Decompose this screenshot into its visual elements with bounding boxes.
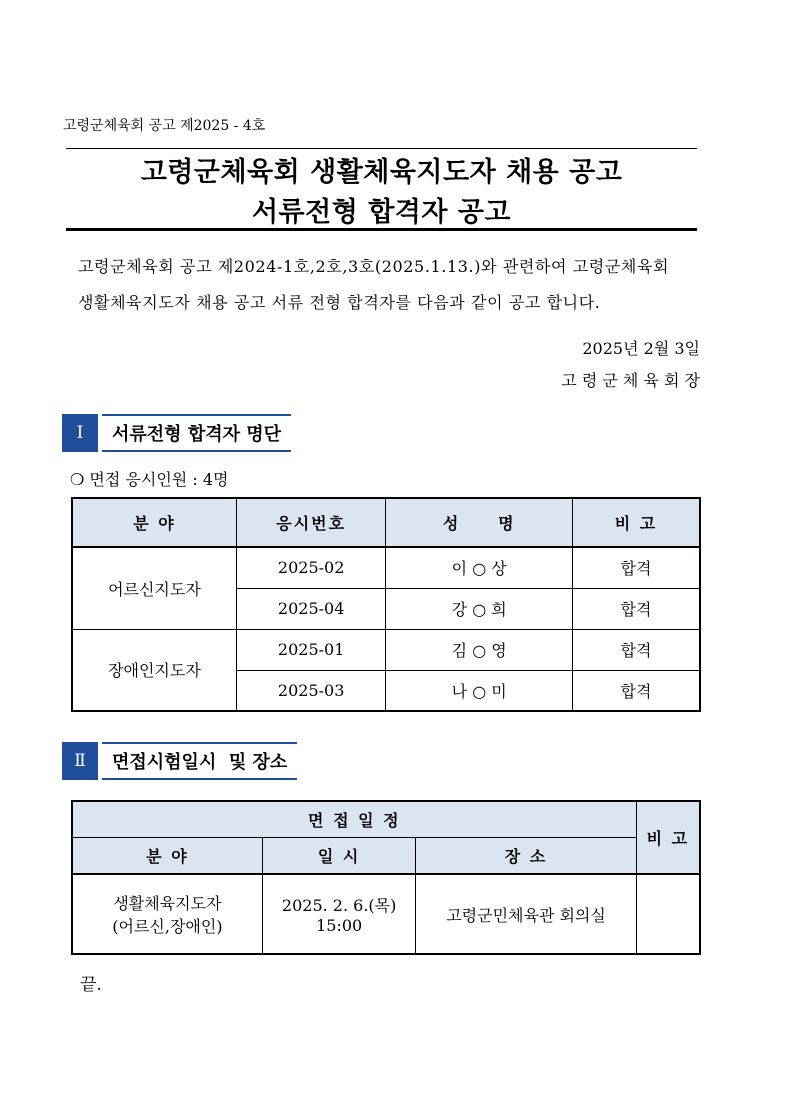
name-cell: 김 ○ 영 bbox=[386, 629, 573, 670]
name-cell: 나 ○ 미 bbox=[386, 670, 573, 711]
interview-count: ❍ 면접 응시인원 : 4명 bbox=[70, 470, 229, 489]
section-label: 면접시험일시 및 장소 bbox=[102, 742, 297, 780]
header-schedule: 면 접 일 정 bbox=[72, 801, 636, 837]
title-bottom-rule bbox=[66, 228, 697, 231]
announcement-date: 2025년 2월 3일 bbox=[582, 339, 700, 358]
end-mark: 끝. bbox=[80, 975, 102, 995]
passers-table bbox=[71, 497, 701, 712]
header-name: 성 명 bbox=[386, 498, 573, 547]
header-number: 응시번호 bbox=[236, 498, 386, 547]
field-line1: 생활체육지도자 bbox=[113, 894, 222, 913]
note-cell: 합격 bbox=[572, 629, 700, 670]
issuer-name: 고 령 군 체 육 회 장 bbox=[561, 371, 700, 390]
header-field: 분 야 bbox=[72, 837, 262, 874]
table-row bbox=[72, 874, 700, 954]
field-cell: 장애인지도자 bbox=[72, 629, 236, 711]
note-cell: 합격 bbox=[572, 588, 700, 629]
page-title-line2: 서류전형 합격자 공고 bbox=[251, 197, 512, 228]
number-cell: 2025-01 bbox=[236, 629, 386, 670]
header-note: 비 고 bbox=[572, 498, 700, 547]
date-text: 2025. 2. 6.(목) bbox=[281, 896, 397, 915]
field-line2: (어르신,장애인) bbox=[112, 917, 223, 936]
section-heading-1 bbox=[62, 414, 291, 452]
section-number: Ⅱ bbox=[62, 742, 98, 780]
name-cell: 강 ○ 희 bbox=[386, 588, 573, 629]
page-title-line1: 고령군체육회 생활체육지도자 채용 공고 bbox=[140, 157, 623, 188]
time-text: 15:00 bbox=[316, 916, 363, 935]
number-cell: 2025-04 bbox=[236, 588, 386, 629]
table-row bbox=[72, 629, 700, 670]
header-field: 분 야 bbox=[72, 498, 236, 547]
note-cell bbox=[636, 874, 700, 954]
section-number: Ⅰ bbox=[62, 414, 98, 452]
header-note: 비 고 bbox=[636, 801, 700, 874]
header-place: 장 소 bbox=[416, 837, 636, 874]
title-top-rule bbox=[66, 148, 697, 149]
field-cell: 어르신지도자 bbox=[72, 547, 236, 629]
section-heading-2 bbox=[62, 742, 297, 780]
note-cell: 합격 bbox=[572, 670, 700, 711]
document-number: 고령군체육회 공고 제2025 - 4호 bbox=[63, 118, 266, 134]
datetime-cell bbox=[262, 874, 416, 954]
interview-schedule-table bbox=[71, 800, 701, 955]
note-cell: 합격 bbox=[572, 547, 700, 588]
body-text-line1: 고령군체육회 공고 제2024-1호,2호,3호(2025.1.13.)와 관련하여 고령군체육회 bbox=[78, 257, 670, 276]
header-datetime: 일 시 bbox=[262, 837, 416, 874]
body-text-line2: 생활체육지도자 채용 공고 서류 전형 합격자를 다음과 같이 공고 합니다. bbox=[78, 293, 601, 312]
section-label: 서류전형 합격자 명단 bbox=[102, 414, 291, 452]
place-cell: 고령군민체육관 회의실 bbox=[416, 874, 636, 954]
number-cell: 2025-02 bbox=[236, 547, 386, 588]
field-cell bbox=[72, 874, 262, 954]
name-cell: 이 ○ 상 bbox=[386, 547, 573, 588]
number-cell: 2025-03 bbox=[236, 670, 386, 711]
table-row bbox=[72, 547, 700, 588]
